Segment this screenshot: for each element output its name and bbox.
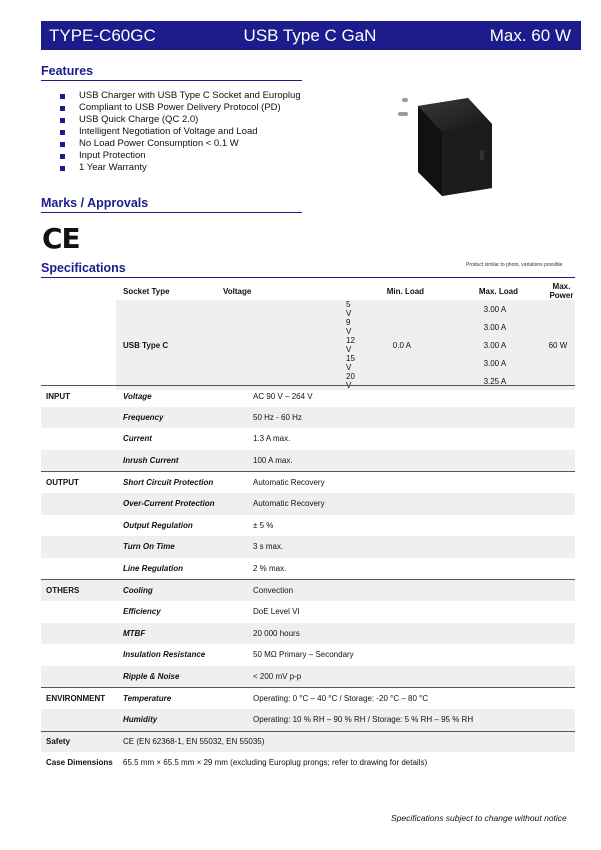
property-row [41, 493, 575, 515]
model-name: TYPE-C60GC [49, 25, 156, 45]
max-load-cell: 3.25 A [449, 372, 541, 390]
property-value: Automatic Recovery [253, 478, 325, 488]
product-name: USB Type C GaN [243, 25, 377, 45]
property-label: Output Regulation [123, 520, 193, 530]
feature-item [60, 138, 301, 150]
property-value: 50 MΩ Primary – Secondary [253, 650, 354, 660]
property-row [41, 471, 575, 493]
feature-text: Intelligent Negotiation of Voltage and Load [79, 126, 258, 137]
property-row [41, 558, 575, 580]
property-label: Efficiency [123, 607, 161, 617]
marks-title: Marks / Approvals [41, 196, 302, 213]
property-label: Ripple & Noise [123, 672, 180, 682]
property-label: Cooling [123, 586, 153, 596]
extra-row [41, 752, 575, 774]
property-value: 2 % max. [253, 564, 287, 574]
properties-table [41, 385, 575, 774]
output-table [116, 282, 575, 390]
property-value: ± 5 % [253, 520, 274, 530]
header-banner [41, 21, 581, 50]
feature-text: 1 Year Warranty [79, 162, 147, 173]
footer-note: Specifications subject to change without notice [391, 813, 567, 823]
max-power: Max. 60 W [489, 25, 571, 45]
header-voltage: Voltage [223, 286, 252, 296]
extra-label: Case Dimensions [46, 758, 113, 768]
property-label: Current [123, 434, 152, 444]
header-socket-type: Socket Type [123, 286, 170, 296]
property-label: MTBF [123, 628, 146, 638]
feature-text: Input Protection [79, 150, 146, 161]
features-title: Features [41, 64, 302, 81]
feature-item [60, 150, 301, 162]
ce-mark: CE [42, 222, 80, 255]
voltage-cell: 20 V [216, 372, 355, 390]
property-group: OUTPUT [46, 478, 79, 488]
property-value: < 200 mV p-p [253, 672, 302, 682]
voltage-cell: 15 V [216, 354, 355, 372]
socket-type: USB Type C [116, 300, 216, 390]
feature-text: Compliant to USB Power Delivery Protocol (PD) [79, 102, 281, 113]
property-row [41, 623, 575, 645]
voltage-cell: 9 V [216, 318, 355, 336]
property-row [41, 536, 575, 558]
feature-text: No Load Power Consumption < 0.1 W [79, 138, 239, 149]
feature-item [60, 114, 301, 126]
property-value: AC 90 V – 264 V [253, 391, 313, 401]
property-value: Operating: 10 % RH – 90 % RH / Storage: 5 % RH – 95 % RH [253, 715, 474, 725]
property-row [41, 709, 575, 731]
property-group: INPUT [46, 391, 70, 401]
property-group: OTHERS [46, 586, 80, 596]
extra-value: CE (EN 62368-1, EN 55032, EN 55035) [123, 737, 265, 747]
property-row [41, 666, 575, 688]
property-label: Turn On Time [123, 542, 175, 552]
property-value: DoE Level VI [253, 607, 300, 617]
max-load-cell: 3.00 A [449, 336, 541, 354]
header-min-load: Min. Load [386, 286, 425, 296]
property-label: Frequency [123, 412, 164, 422]
max-power-value: 60 W [541, 300, 575, 390]
property-row [41, 428, 575, 450]
property-row [41, 407, 575, 429]
property-row [41, 687, 575, 709]
property-value: 20 000 hours [253, 628, 300, 638]
output-table-header [116, 282, 575, 300]
output-table-body [116, 300, 575, 390]
header-max-load: Max. Load [478, 286, 518, 296]
feature-item [60, 126, 301, 138]
property-label: Voltage [123, 391, 152, 401]
min-load: 0.0 A [355, 300, 449, 390]
property-row [41, 515, 575, 537]
property-row [41, 644, 575, 666]
property-value: 50 Hz - 60 Hz [253, 412, 302, 422]
property-label: Short Circuit Protection [123, 478, 214, 488]
property-row [41, 601, 575, 623]
bullet-icon [60, 94, 65, 99]
bullet-icon [60, 106, 65, 111]
property-value: 1.3 A max. [253, 434, 291, 444]
property-row [41, 450, 575, 472]
bullet-icon [60, 130, 65, 135]
feature-item [60, 102, 301, 114]
bullet-icon [60, 166, 65, 171]
feature-item [60, 90, 301, 102]
bullet-icon [60, 154, 65, 159]
output-row [116, 300, 575, 318]
property-group: ENVIRONMENT [46, 694, 106, 704]
property-label: Over-Current Protection [123, 499, 215, 509]
bullet-icon [60, 118, 65, 123]
property-value: 3 s max. [253, 542, 284, 552]
property-value: 100 A max. [253, 456, 293, 466]
feature-text: USB Charger with USB Type C Socket and Europlug [79, 90, 301, 101]
property-value: Automatic Recovery [253, 499, 325, 509]
extra-label: Safety [46, 737, 71, 747]
property-value: Operating: 0 °C – 40 °C / Storage: -20 °C – 80 °C [253, 694, 429, 704]
property-label: Line Regulation [123, 564, 183, 574]
header-max-power: Max. Power [549, 282, 574, 300]
property-row [41, 385, 575, 407]
voltage-cell: 12 V [216, 336, 355, 354]
property-label: Insulation Resistance [123, 650, 206, 660]
specifications-title: Specifications [41, 261, 575, 278]
voltage-cell: 5 V [216, 300, 355, 318]
max-load-cell: 3.00 A [449, 300, 541, 318]
max-load-cell: 3.00 A [449, 354, 541, 372]
property-label: Humidity [123, 715, 158, 725]
extra-row [41, 731, 575, 753]
extra-value: 65.5 mm × 65.5 mm × 29 mm (excluding Europlug prongs; refer to drawing for details) [123, 758, 428, 768]
features-list [60, 90, 301, 174]
property-value: Convection [253, 586, 294, 596]
property-label: Inrush Current [123, 456, 179, 466]
max-load-cell: 3.00 A [449, 318, 541, 336]
property-label: Temperature [123, 694, 172, 704]
photo-note: Product similar to photo, variations possible [466, 262, 563, 268]
product-photo [388, 88, 508, 203]
feature-text: USB Quick Charge (QC 2.0) [79, 114, 199, 125]
bullet-icon [60, 142, 65, 147]
feature-item [60, 162, 301, 174]
property-row [41, 579, 575, 601]
